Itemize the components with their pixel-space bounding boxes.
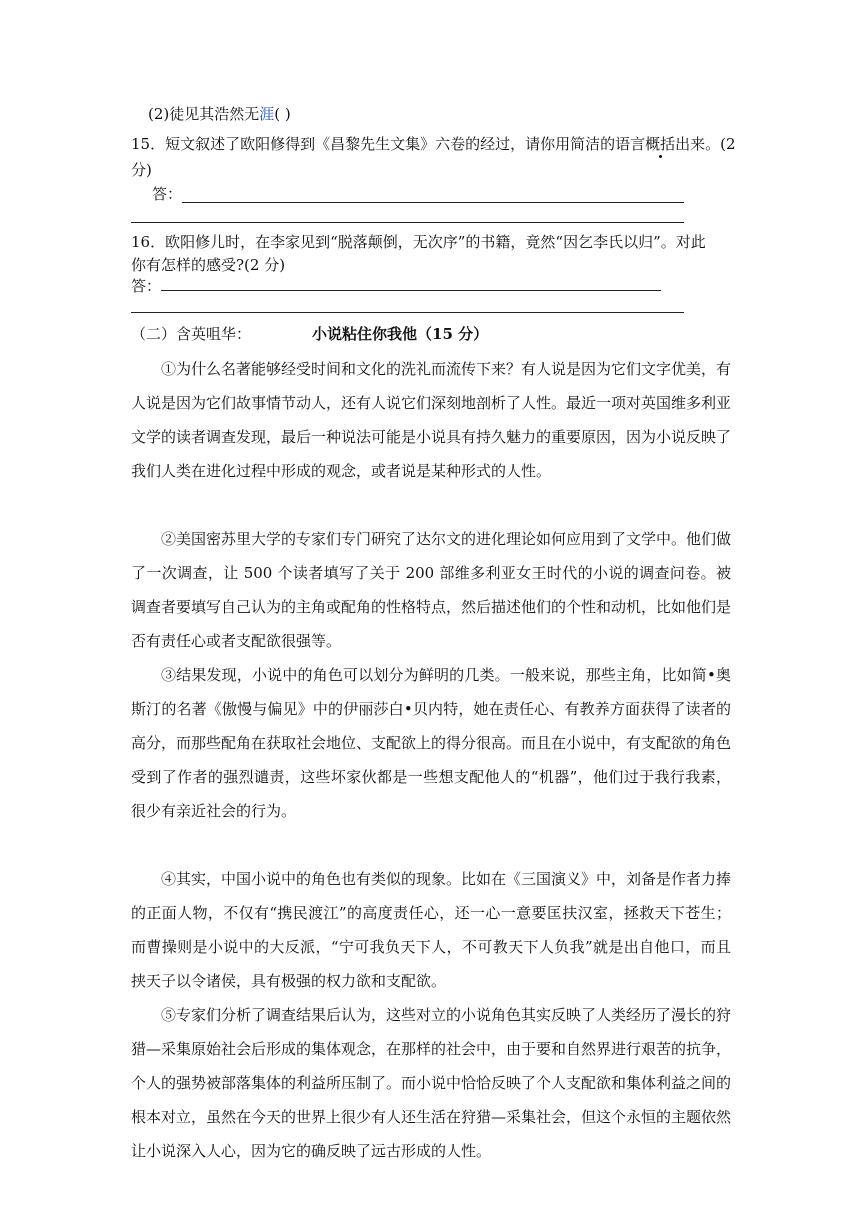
article-paragraph-3: ③结果发现，小说中的角色可以划分为鲜明的几类。一般来说，那些主角，比如简•奥斯汀的名著《傲慢与偏见》中的伊丽莎白•贝内特，她在责任心、有教养方面获得了读者的高分，而那些配角在获取社会地位、支配欲上的得分很高。而且在小说中，有支配欲的角色受到了作者的强烈谴责，这些坏家伙都是一些想支配他人的“机器”，他们过于我行我素，很少有亲近社会的行为。: [131, 666, 732, 820]
answer-blank-line[interactable]: [131, 312, 684, 313]
highlighted-character: 涯: [259, 105, 275, 123]
answer-blank-line[interactable]: [131, 222, 684, 223]
article-paragraph-1: ①为什么名著能够经受时间和文化的洗礼而流传下来？有人说是因为它们文字优美，有人说是因为它们故事情节动人，还有人说它们深刻地剖析了人性。最近一项对英国维多利亚文学的读者调查发现，最后一种说法可能是小说具有持久魅力的重要原因，因为小说反映了我们人类在进化过程中形成的观念，或者说是某种形式的人性。: [131, 360, 732, 480]
answer-label: 答：: [131, 277, 162, 295]
section-label: （二）含英咀华：: [131, 325, 252, 343]
answer-parentheses: ( ): [274, 105, 291, 123]
question-15-text: 15．短文叙述了欧阳修得到《昌黎先生文集》六卷的经过，请你用简洁的语言: [131, 135, 646, 153]
question-16-line-1: 16．欧阳修儿时，在李家见到“脱落颠倒，无次序”的书籍，竟然“因乞李氏以归”。对此: [131, 233, 706, 251]
article-paragraph-5: ⑤专家们分析了调查结果后认为，这些对立的小说角色其实反映了人类经历了漫长的狩猎—采集原始社会后形成的集体观念，在那样的社会中，由于要和自然界进行艰苦的抗争，个人的强势被部落集体的利益所压制了。而小说中恰恰反映了个人支配欲和集体利益之间的根本对立，虽然在今天的世界上很少有人还生活在狩猎—采集社会，但这个永恒的主题依然让小说深入人心，因为它的确反映了远古形成的人性。: [131, 1006, 732, 1160]
answer-label: 答：: [152, 185, 183, 203]
question-15-line-2: 分): [131, 161, 152, 179]
answer-blank-line[interactable]: [182, 202, 684, 203]
question-15-text-end: 出来。(2: [675, 135, 736, 153]
item-text: (2)徒见其浩然无: [148, 105, 260, 123]
question-16-line-2: 你有怎样的感受?(2 分): [131, 256, 286, 274]
question-14-item-2: [148, 104, 291, 124]
article-paragraph-4: ④其实，中国小说中的角色也有类似的现象。比如在《三国演义》中，刘备是作者力捧的正面人物，不仅有“携民渡江”的高度责任心，还一心一意要匡扶汉室，拯救天下苍生；而曹操则是小说中的大反派，“宁可我负天下人，不可教天下人负我”就是出自他口，而且挟天子以令诸侯，具有极强的权力欲和支配欲。: [131, 870, 732, 990]
article-title: 小说粘住你我他（15 分）: [312, 325, 489, 343]
article-paragraph-2: ②美国密苏里大学的专家们专门研究了达尔文的进化理论如何应用到了文学中。他们做了一次调查，让 500 个读者填写了关于 200 部维多利亚女王时代的小说的调查问卷。被调查者要填写自己认为的主角或配角的性格特点，然后描述他们的个性和动机，比如他们是否有责任心或者支配欲很强等。: [131, 530, 732, 650]
question-15-line-1: [131, 134, 736, 154]
emphasized-word: 概括: [645, 135, 676, 153]
answer-blank-line[interactable]: [161, 290, 661, 291]
